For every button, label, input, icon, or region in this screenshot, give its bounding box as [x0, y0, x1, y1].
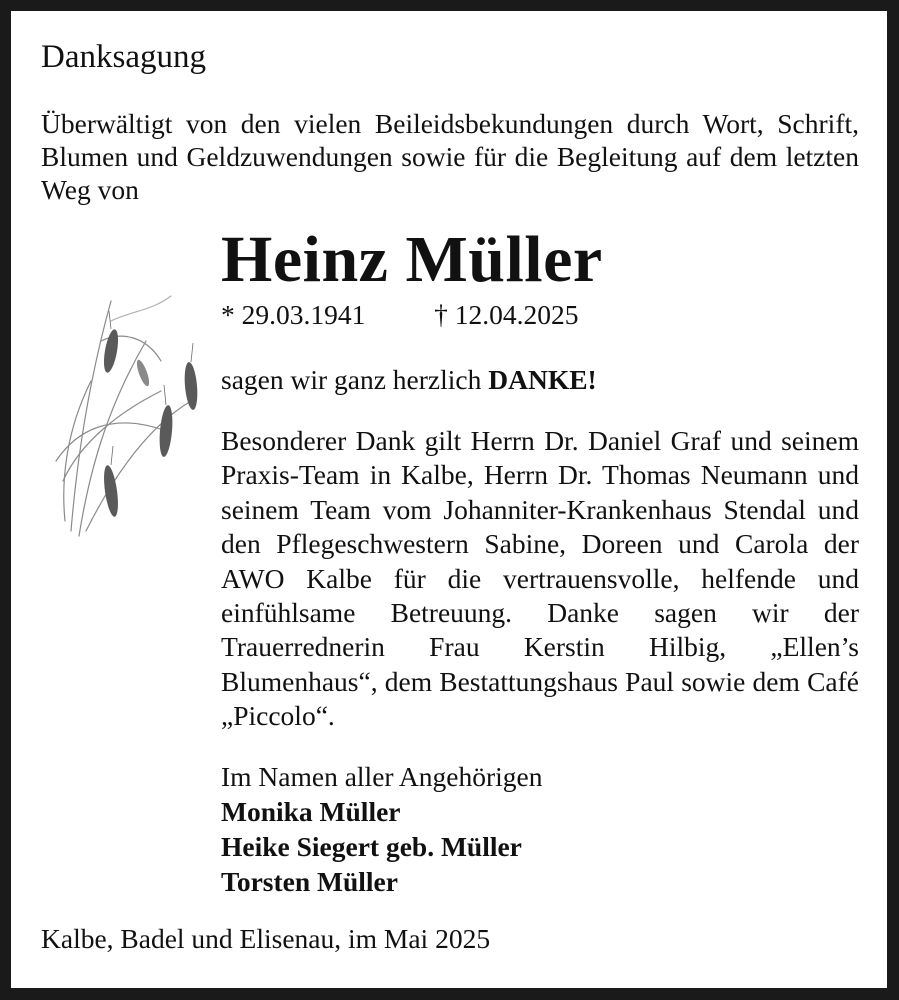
body-paragraph: Besonderer Dank gilt Herrn Dr. Daniel Graf und seinem Praxis-Team in Kalbe, Herrn Dr. Thomas Neumann und seinem Team vom Johanniter-Krankenhaus Stendal und den Pflegeschwestern Sabine, Doreen und Carola der AWO Kalbe für die vertrauensvolle, helfende und einfühlsame Betreuung. Danke sagen wir der Trauerrednerin Frau Kerstin Hilbig, „Ellen’s Blumenhaus“, dem Bestattungshaus Paul sowie dem Café „Piccolo“.: [221, 425, 859, 732]
intro-paragraph: Überwältigt von den vielen Beileidsbekundungen durch Wort, Schrift, Blumen und Geldzuwendungen sowie für die Begleitung auf dem letzten Weg von: [41, 108, 859, 205]
deceased-name: Heinz Müller: [221, 223, 603, 296]
death-date: † 12.04.2025: [434, 299, 579, 330]
signatory-name: Torsten Müller: [221, 866, 398, 897]
signoff-line: Im Namen aller Angehörigen: [221, 761, 543, 792]
signatory-name: Heike Siegert geb. Müller: [221, 831, 522, 862]
birth-date: * 29.03.1941: [221, 299, 366, 330]
signature-block: [221, 759, 543, 899]
obituary-notice: [11, 11, 887, 988]
thanks-prefix: sagen wir ganz herzlich: [221, 364, 489, 395]
signatory-name: Monika Müller: [221, 796, 401, 827]
thanks-line: [221, 363, 597, 397]
life-dates: [221, 298, 579, 332]
place-date: Kalbe, Badel und Elisenau, im Mai 2025: [41, 923, 491, 954]
thanks-emphasis: DANKE!: [488, 364, 597, 395]
notice-heading: Danksagung: [41, 39, 206, 75]
wheat-illustration: [51, 281, 211, 541]
